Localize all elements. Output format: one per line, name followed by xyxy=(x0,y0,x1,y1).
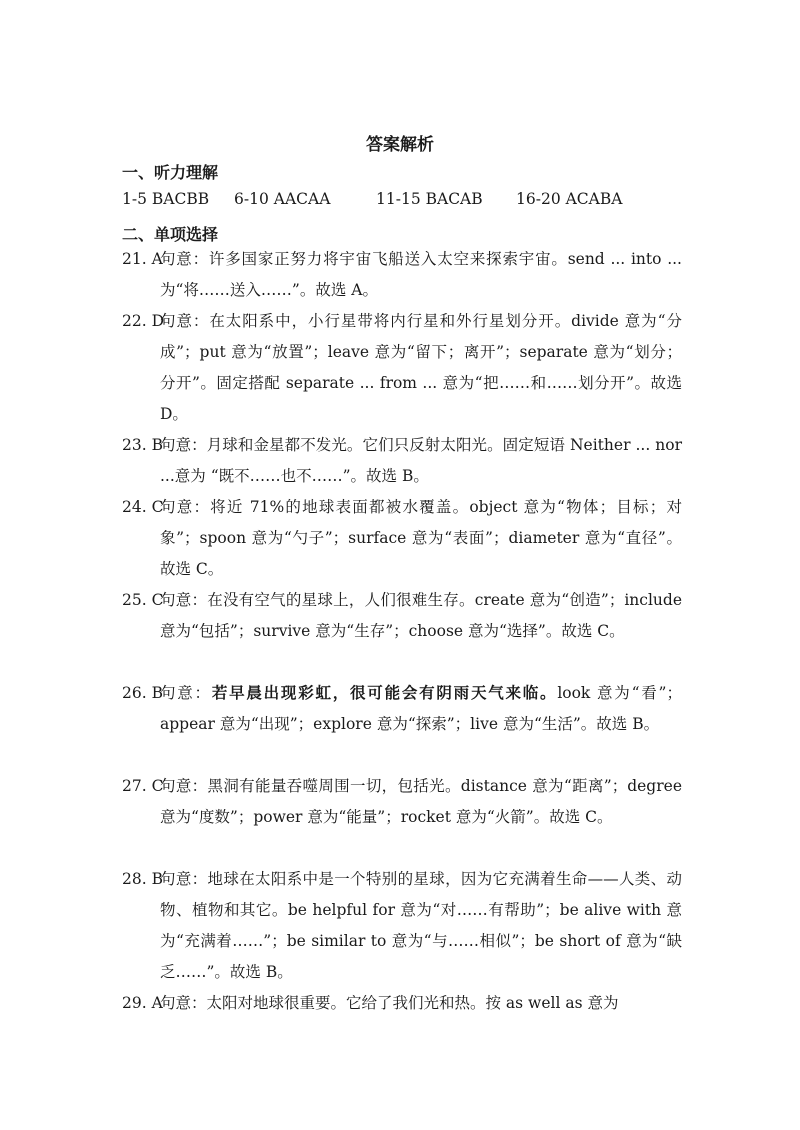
question-item-25 xyxy=(122,585,682,647)
question-number: 29. A xyxy=(122,994,163,1012)
question-number: 27. C xyxy=(122,777,164,795)
question-explanation: 句意：在太阳系中，小行星带将内行星和外行星划分开。divide 意为“分成”；put 意为“放置”；leave 意为“留下；离开”；separate 意为“划分；分开”。固定搭配 separate ... from ... 意为“把……和……划分开”。故选 D。 xyxy=(160,312,682,423)
question-number: 26. B xyxy=(122,684,163,702)
question-number: 23. B xyxy=(122,436,163,454)
answer-group-6-10: 6-10 AACAA xyxy=(234,190,331,208)
answer-group-16-20: 16-20 ACABA xyxy=(516,190,623,208)
question-explanation: 句意：在没有空气的星球上，人们很难生存。create 意为“创造”；include 意为“包括”；survive 意为“生存”；choose 意为“选择”。故选 C。 xyxy=(160,591,682,640)
page-title: 答案解析 xyxy=(366,135,434,155)
question-item-21 xyxy=(122,244,682,306)
question-number: 28. B xyxy=(122,870,163,888)
question-explanation: 句意：将近 71%的地球表面都被水覆盖。object 意为“物体；目标；对象”；spoon 意为“勺子”；surface 意为“表面”；diameter 意为“直径”。故选 C。 xyxy=(160,498,682,578)
question-explanation: 句意：地球在太阳系中是一个特别的星球，因为它充满着生命——人类、动物、植物和其它。be helpful for 意为“对……有帮助”；be alive with 意为“充满着……”；be similar to 意为“与……相似”；be short of 意为“缺乏……”。故选 B。 xyxy=(160,870,682,981)
section-heading-single-choice: 二、单项选择 xyxy=(122,225,219,244)
question-number: 21. A xyxy=(122,250,163,268)
translated-sentence-bold: 若早晨出现彩虹，很可能会有阴雨天气来临。 xyxy=(211,684,558,702)
question-item-24 xyxy=(122,492,682,585)
question-item-26 xyxy=(122,678,682,740)
answer-group-1-5: 1-5 BACBB xyxy=(122,190,210,208)
question-explanation: 句意：太阳对地球很重要。它给了我们光和热。按 as well as 意为 xyxy=(160,994,619,1012)
question-item-29 xyxy=(122,988,682,1019)
question-explanation: 句意：黑洞有能量吞噬周围一切，包括光。distance 意为“距离”；degree 意为“度数”；power 意为“能量”；rocket 意为“火箭”。故选 C。 xyxy=(160,777,682,826)
question-explanation xyxy=(160,678,682,740)
question-explanation: 句意：月球和金星都不发光。它们只反射太阳光。固定短语 Neither ... nor ...意为 “既不……也不……”。故选 B。 xyxy=(160,436,682,485)
listening-answers xyxy=(122,190,682,210)
explanation-lead: 句意： xyxy=(160,684,212,702)
question-number: 25. C xyxy=(122,591,164,609)
answer-group-11-15: 11-15 BACAB xyxy=(376,190,483,208)
section-heading-listening: 一、听力理解 xyxy=(122,163,219,182)
question-item-23 xyxy=(122,430,682,492)
question-explanation: 句意：许多国家正努力将宇宙飞船送入太空来探索宇宙。send ... into ... 为“将……送入……”。故选 A。 xyxy=(160,250,682,299)
question-number: 24. C xyxy=(122,498,164,516)
question-item-28 xyxy=(122,864,682,988)
explanation-text: look 意为“看”；appear 意为“出现”；explore 意为“探索”；live 意为“生活”。故选 B。 xyxy=(160,684,682,733)
question-item-27 xyxy=(122,771,682,833)
question-item-22 xyxy=(122,306,682,430)
question-number: 22. D xyxy=(122,312,165,330)
